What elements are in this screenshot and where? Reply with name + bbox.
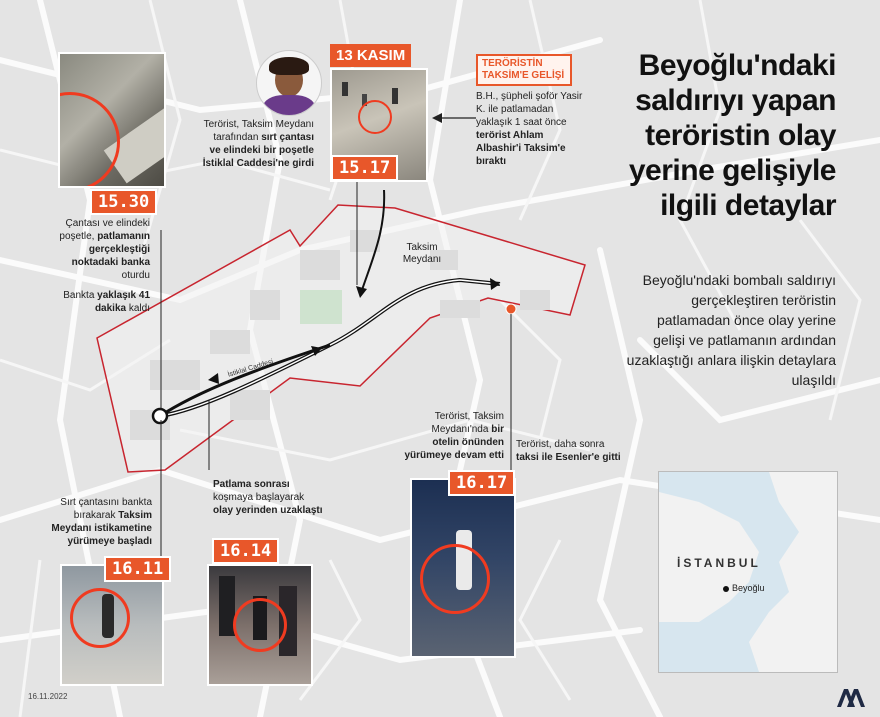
cctv-photo-bench bbox=[58, 52, 166, 188]
caption-e1-duration: Bankta yaklaşık 41 dakika kaldı bbox=[63, 290, 150, 314]
time-badge-1614: 16.14 bbox=[212, 538, 279, 564]
time-badge-1530: 15.30 bbox=[90, 189, 157, 215]
highlight-ring bbox=[70, 588, 130, 648]
cctv-photo-running bbox=[207, 564, 313, 686]
caption-e1: Çantası ve elindeki poşetle, patlamanın gerçekleştiği noktadaki banka oturdu bbox=[59, 218, 150, 281]
caption-e6: Terörist, daha sonra taksi ile Esenler'e gitti bbox=[516, 439, 621, 463]
time-badge-1517: 15.17 bbox=[331, 155, 398, 181]
caption-e4: Patlama sonrası koşmaya başlayarak olay yerinden uzaklaştı bbox=[213, 479, 323, 516]
date-badge: 13 KASIM bbox=[330, 44, 411, 67]
inset-region-label: İSTANBUL bbox=[677, 556, 761, 570]
arrival-box: TERÖRİSTİN TAKSİM'E GELİŞİ bbox=[476, 54, 572, 86]
inset-land bbox=[659, 472, 837, 672]
highlight-ring bbox=[358, 100, 392, 134]
istiklal-street-label: İstiklal Caddesi bbox=[226, 358, 275, 379]
taksim-square-label: Taksim Meydanı bbox=[402, 242, 442, 265]
inset-map bbox=[658, 471, 838, 673]
inset-city-label: Beyoğlu bbox=[732, 583, 765, 593]
page-title: Beyoğlu'ndaki saldırıyı yapan teröristin olay yerine gelişiyle ilgili detaylar bbox=[628, 49, 836, 222]
highlight-ring bbox=[420, 544, 490, 614]
agency-logo-icon bbox=[836, 686, 866, 708]
time-badge-1611: 16.11 bbox=[104, 556, 171, 582]
caption-arrival: B.H., şüpheli şoför Yasir K. ile patlamadan yaklaşık 1 saat önce terörist Ahlam Albashir'i Taksim'e bıraktı bbox=[476, 91, 583, 167]
caption-e3: Sırt çantasını bankta bırakarak Taksim Meydanı istikametine yürümeye başladı bbox=[51, 497, 152, 547]
cctv-photo-hotel bbox=[410, 478, 516, 658]
suspect-portrait bbox=[256, 50, 322, 116]
beyoglu-marker bbox=[723, 586, 729, 592]
footer-date: 16.11.2022 bbox=[28, 692, 68, 701]
caption-e2: Terörist, Taksim Meydanı tarafından sırt çantası ve elindeki bir poşetle İstiklal Caddesi'ne girdi bbox=[202, 119, 314, 169]
cctv-photo-walk-away bbox=[60, 564, 164, 686]
highlight-ring bbox=[233, 598, 287, 652]
page-description: Beyoğlu'ndaki bombalı saldırıyı gerçekleştiren teröristin patlamadan önce olay yerine gelişi ve patlamanın ardından uzaklaştığı anlara ilişkin detaylara ulaşıldı bbox=[626, 272, 836, 388]
time-badge-1617: 16.17 bbox=[448, 470, 515, 496]
highlight-ring bbox=[58, 92, 120, 188]
caption-e5: Terörist, Taksim Meydanı'nda bir otelin önünden yürümeye devam etti bbox=[404, 411, 504, 461]
